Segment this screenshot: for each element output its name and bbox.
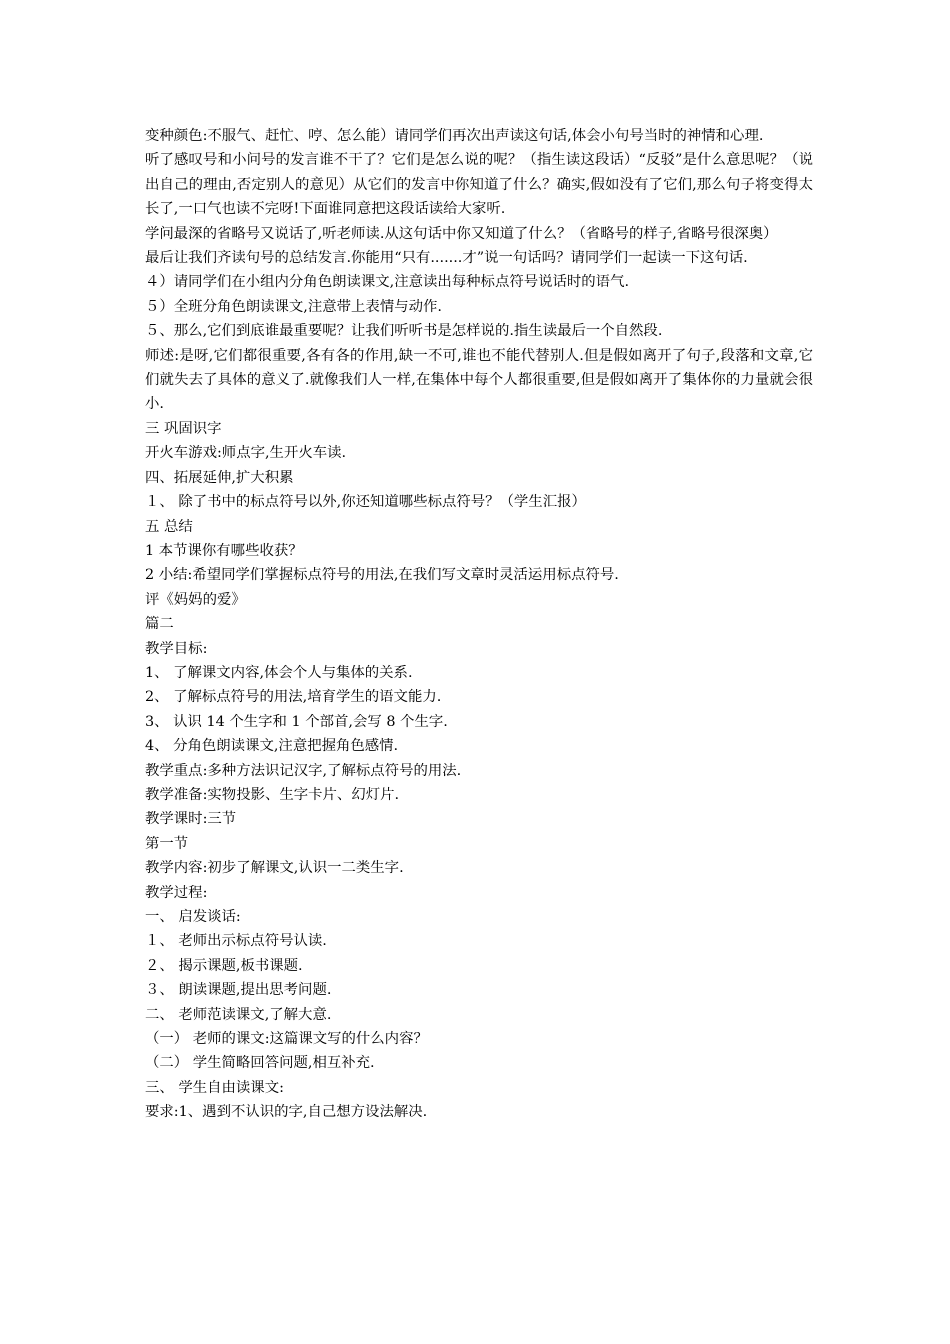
paragraph: 要求:1、遇到不认识的字,自己想方设法解决.: [145, 1104, 428, 1121]
section-heading: 二、 老师范读课文,了解大意.: [145, 1006, 332, 1023]
section-heading: 第一节: [145, 835, 189, 852]
paragraph: 教学准备:实物投影、生字卡片、幻灯片.: [145, 786, 400, 803]
paragraph: ５）全班分角色朗读课文,注意带上表情与动作.: [145, 298, 442, 315]
paragraph: 最后让我们齐读句号的总结发言.你能用“只有.......才”说一句话吗？请同学们一起读一下这句话.: [145, 250, 748, 267]
paragraph: １、 除了书中的标点符号以外,你还知道哪些标点符号？（学生汇报）: [145, 494, 586, 511]
paragraph: 教学目标:: [145, 640, 208, 657]
list-item: ２、 揭示课题,板书课题.: [145, 957, 303, 974]
list-item: 2、 了解标点符号的用法,培育学生的语文能力.: [145, 689, 442, 706]
paragraph: 教学重点:多种方法识记汉字,了解标点符号的用法.: [145, 762, 462, 779]
list-item: （二） 学生简略回答问题,相互补充.: [145, 1055, 375, 1072]
list-item: 1、 了解课文内容,体会个人与集体的关系.: [145, 664, 413, 681]
list-item: 3、 认识 14 个生字和 1 个部首,会写 8 个生字.: [145, 713, 448, 730]
paragraph: ５、那么,它们到底谁最重要呢？让我们听听书是怎样说的.指生读最后一个自然段.: [145, 323, 663, 340]
paragraph: 评《妈妈的爱》: [145, 591, 246, 608]
paragraph: 教学内容:初步了解课文,认识一二类生字.: [145, 860, 404, 877]
section-heading: 五 总结: [145, 518, 193, 535]
paragraph: 学问最深的省略号又说话了,听老师读.从这句话中你又知道了什么？（省略号的样子,省略号很深奥）: [145, 225, 778, 242]
section-heading: 篇二: [145, 616, 174, 633]
section-heading: 一、 启发谈话:: [145, 909, 241, 925]
paragraph: 教学课时:三节: [145, 811, 237, 828]
paragraph: 2 小结:希望同学们掌握标点符号的用法,在我们写文章时灵活运用标点符号.: [145, 567, 619, 584]
list-item: 4、 分角色朗读课文,注意把握角色感情.: [145, 738, 399, 755]
paragraph: 变种颜色:不服气、赶忙、哼、怎么能）请同学们再次出声读这句话,体会小句号当时的神情和心理.: [145, 128, 764, 144]
paragraph: 1 本节课你有哪些收获？: [145, 542, 303, 559]
section-heading: 四、拓展延伸,扩大积累: [145, 469, 294, 486]
paragraph: 师述:是呀,它们都很重要,各有各的作用,缺一不可,谁也不能代替别人.但是假如离开了句子,段落和文章,它们就失去了具体的意义了.就像我们人一样,在集体中每个人都很重要,但是假如离开了集体你的力量就会很小.: [145, 347, 813, 413]
section-heading: 三 巩固识字: [145, 420, 222, 437]
paragraph: 听了感叹号和小问号的发言谁不干了？它们是怎么说的呢？（指生读这段话）“反驳”是什么意思呢？（说出自己的理由,否定别人的意见）从它们的发言中你知道了什么？确实,假如没有了它们,那么句子将变得太长了,一口气也读不完呀!下面谁同意把这段话读给大家听.: [145, 152, 813, 218]
list-item: （一） 老师的课文:这篇课文写的什么内容？: [145, 1031, 428, 1048]
section-heading: 三、 学生自由读课文:: [145, 1079, 284, 1096]
list-item: ３、 朗读课题,提出思考问题.: [145, 982, 332, 999]
document-page: [145, 124, 813, 1125]
paragraph: 开火车游戏:师点字,生开火车读.: [145, 445, 347, 462]
list-item: １、 老师出示标点符号认读.: [145, 933, 327, 950]
paragraph: ４）请同学们在小组内分角色朗读课文,注意读出每种标点符号说话时的语气.: [145, 274, 630, 291]
paragraph: 教学过程:: [145, 884, 208, 901]
